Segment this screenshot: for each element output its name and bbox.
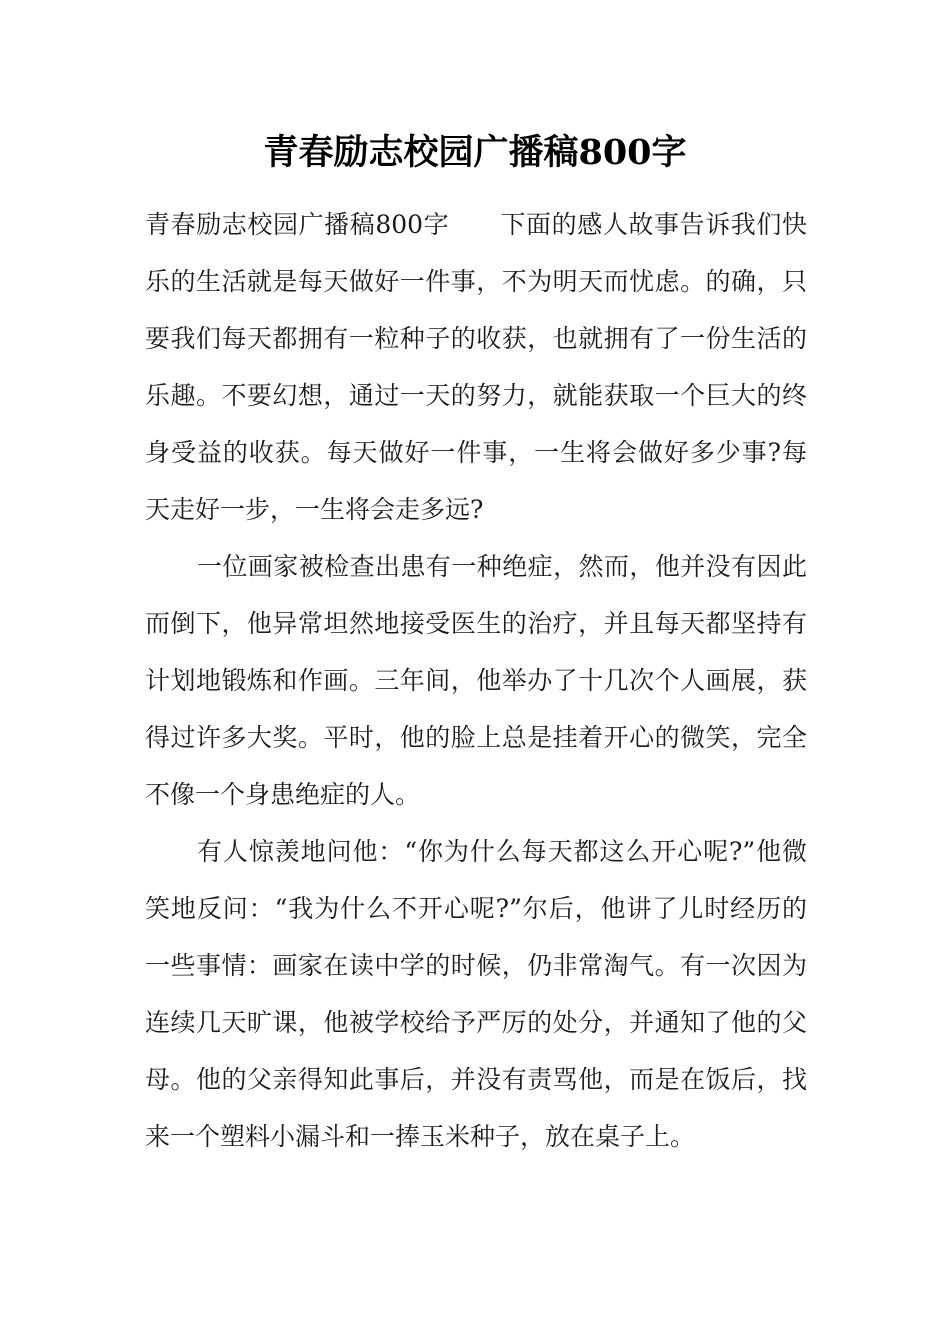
document-title: 青春励志校园广播稿800字 (263, 132, 687, 173)
paragraph-intro: 青春励志校园广播稿800字 下面的感人故事告诉我们快乐的生活就是每天做好一件事，不为明天而忧虑。的确，只要我们每天都拥有一粒种子的收获，也就拥有了一份生活的乐趣。不要幻想，通过一天的努力，就能获取一个巨大的终身受益的收获。每天做好一件事，一生将会做好多少事?每天走好一步，一生将会走多远? (145, 210, 807, 524)
paragraph-childhood: 有人惊羡地问他：“你为什么每天都这么开心呢?”他微笑地反问：“我为什么不开心呢?”尔后，他讲了儿时经历的一些事情：画家在读中学的时候，仍非常淘气。有一次因为连续几天旷课，他被学校给予严厉的处分，并通知了他的父母。他的父亲得知此事后，并没有责骂他，而是在饭后，找来一个塑料小漏斗和一捧玉米种子，放在桌子上。 (145, 837, 807, 1151)
paragraph-painter: 一位画家被检查出患有一种绝症，然而，他并没有因此而倒下，他异常坦然地接受医生的治疗，并且每天都坚持有计划地锻炼和作画。三年间，他举办了十几次个人画展，获得过许多大奖。平时，他的脸上总是挂着开心的微笑，完全不像一个身患绝症的人。 (145, 552, 807, 809)
document-body (145, 196, 807, 1165)
